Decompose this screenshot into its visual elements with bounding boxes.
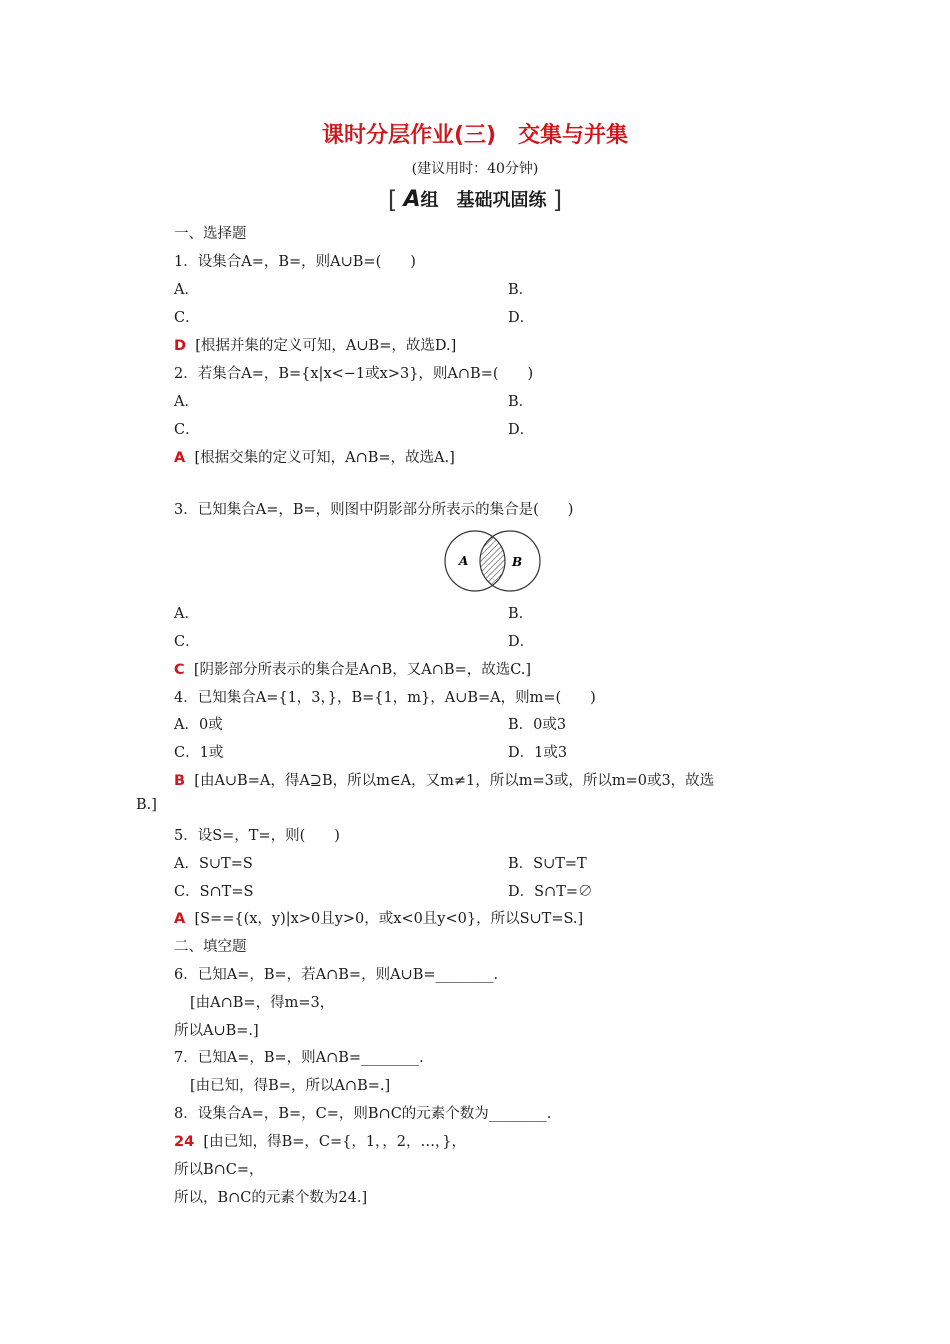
- q3-option-a: A．: [174, 606, 199, 622]
- group-bracket-open: [: [387, 186, 398, 214]
- q1-option-b: B．: [508, 282, 534, 298]
- q2-option-d: D．: [508, 422, 535, 438]
- q5-option-d: D．S∩T=∅: [508, 884, 593, 900]
- q1-answer: [174, 334, 456, 355]
- q4-answer-letter: B: [174, 773, 186, 789]
- q7-explanation: [由已知，得B=，所以A∩B=.]: [190, 1078, 391, 1094]
- q1-option-d: D．: [508, 310, 535, 326]
- q1-option-c: C．: [174, 310, 200, 326]
- q6-explanation: [由A∩B=，得m=3，: [190, 995, 335, 1011]
- q2-answer-letter: A: [174, 450, 186, 466]
- section-fill: 二、填空题: [174, 939, 247, 955]
- q2-explanation: [根据交集的定义可知，A∩B=，故选A.]: [194, 450, 455, 466]
- q1-option-a: A．: [174, 282, 199, 298]
- q5-option-a: A．S∪T=S: [174, 856, 253, 872]
- q5-option-b: B．S∪T=T: [508, 856, 587, 872]
- q3-explanation: [阴影部分所表示的集合是A∩B，又A∩B=，故选C.]: [193, 662, 532, 678]
- group-letter: A: [403, 187, 421, 212]
- q1-stem: 1．设集合A=，B=，则A∪B=( ): [174, 254, 416, 270]
- group-label: 组 基础巩固练: [420, 190, 547, 211]
- q5-answer: [174, 907, 583, 928]
- venn-label-a: A: [459, 554, 469, 568]
- q3-option-b: B．: [508, 606, 534, 622]
- q4-option-c: C．1或: [174, 745, 224, 761]
- q2-option-c: C．: [174, 422, 200, 438]
- section-choice: 一、选择题: [174, 226, 247, 242]
- venn-diagram: [440, 528, 550, 594]
- q1-explanation: [根据并集的定义可知，A∪B=，故选D.]: [195, 338, 457, 354]
- q7-stem: 7．已知A=，B=，则A∩B=________.: [174, 1050, 424, 1066]
- q3-option-d: D．: [508, 634, 535, 650]
- q6-explanation-cont: 所以A∪B=.]: [174, 1023, 259, 1039]
- q5-answer-letter: A: [174, 911, 186, 927]
- q4-option-a: A．0或: [174, 717, 223, 733]
- q4-explanation-cont: B.]: [136, 797, 157, 813]
- q8-explanation-cont2: 所以，B∩C的元素个数为24.]: [174, 1190, 368, 1206]
- group-header: [0, 186, 950, 214]
- q3-answer-letter: C: [174, 662, 185, 678]
- q4-explanation: [由A∪B=A，得A⊇B，所以m∈A，又m≠1，所以m=3或，所以m=0或3，故选: [194, 773, 715, 789]
- group-bracket-close: ]: [552, 186, 563, 214]
- q8-answer-value: 24: [174, 1134, 195, 1150]
- q6-stem: 6．已知A=，B=，若A∩B=，则A∪B=________.: [174, 967, 499, 983]
- suggested-time: (建议用时：40分钟): [411, 161, 539, 177]
- page-title: 课时分层作业(三) 交集与并集: [321, 123, 629, 148]
- q8-explanation: [由已知，得B=，C={，1，，2，…，}，: [203, 1134, 467, 1150]
- q4-stem: 4．已知集合A={1，3，}，B={1，m}，A∪B=A，则m=( ): [174, 690, 596, 706]
- q3-option-c: C．: [174, 634, 200, 650]
- q4-answer: [174, 769, 714, 790]
- q8-answer: [174, 1130, 466, 1151]
- q2-option-b: B．: [508, 394, 534, 410]
- q2-stem: 2．若集合A=，B={x|x<−1或x>3}，则A∩B=( ): [174, 366, 534, 382]
- q5-stem: 5．设S=，T=，则( ): [174, 828, 340, 844]
- q1-answer-letter: D: [174, 338, 187, 354]
- q5-option-c: C．S∩T=S: [174, 884, 254, 900]
- q2-answer: [174, 446, 455, 467]
- q3-stem: 3．已知集合A=，B=，则图中阴影部分所表示的集合是( ): [174, 502, 574, 518]
- q8-explanation-cont1: 所以B∩C=，: [174, 1162, 264, 1178]
- q4-option-d: D．1或3: [508, 745, 568, 761]
- q3-answer: [174, 658, 531, 679]
- q4-option-b: B．0或3: [508, 717, 567, 733]
- q5-explanation: [S=={(x，y)|x>0且y>0，或x<0且y<0}，所以S∪T=S.]: [194, 911, 584, 927]
- q2-option-a: A．: [174, 394, 199, 410]
- venn-label-b: B: [512, 555, 523, 569]
- q8-stem: 8．设集合A=，B=，C=，则B∩C的元素个数为________.: [174, 1106, 552, 1122]
